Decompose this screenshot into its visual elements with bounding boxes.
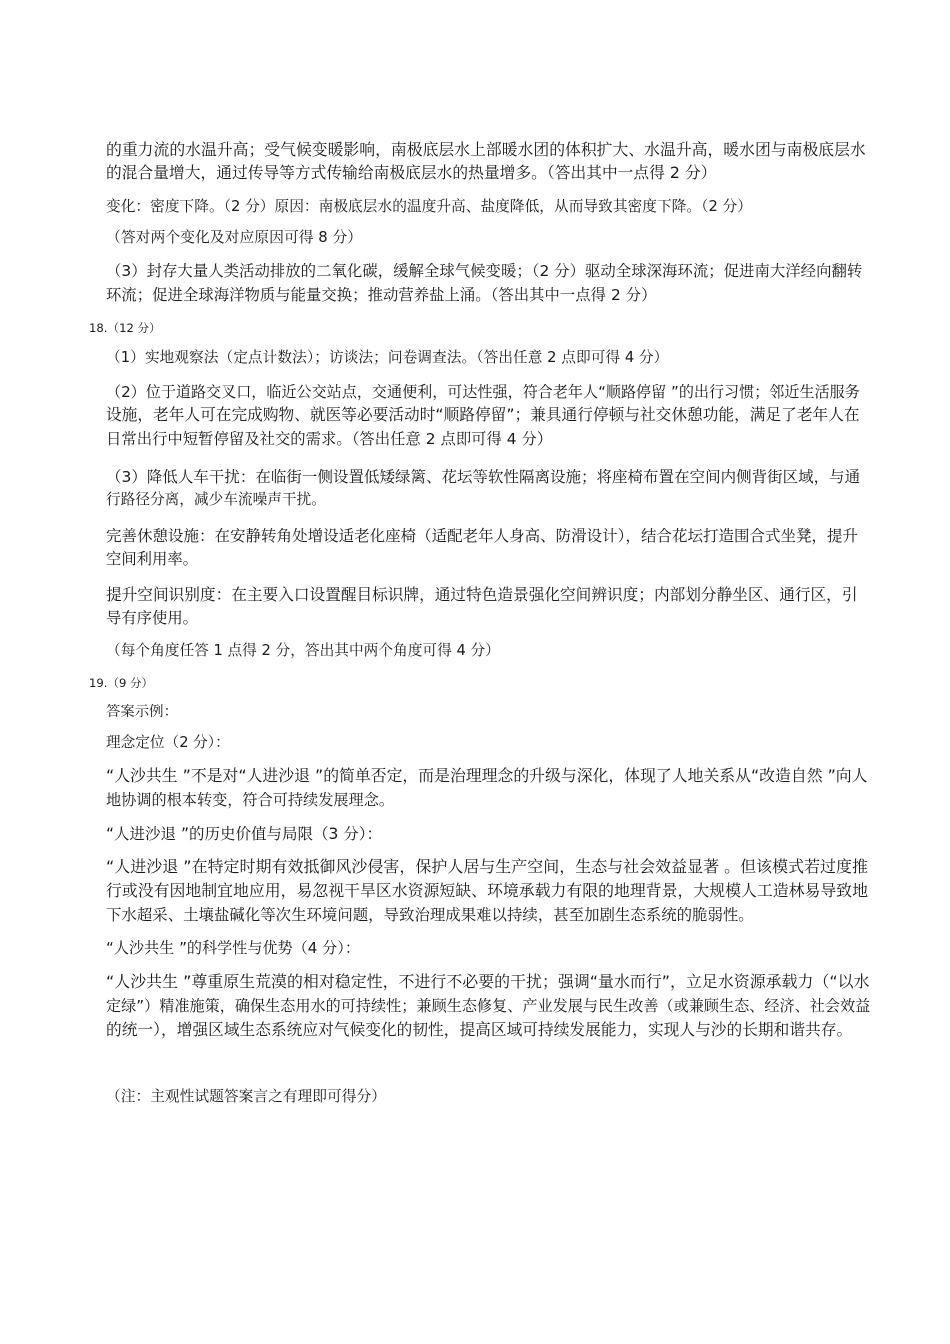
text-line: 地协调的根本转变，符合可持续发展理念。 bbox=[106, 791, 394, 809]
text-line: 导有序使用。 bbox=[106, 609, 198, 627]
question-heading: 18.（12 分） bbox=[89, 321, 161, 335]
text-line: 的统一），增强区域生态系统应对气候变化的韧性，提高区域可持续发展能力，实现人与沙的长期和谐共存。 bbox=[106, 1020, 853, 1039]
text-line: 空间利用率。 bbox=[106, 550, 198, 568]
text-line: （3）降低人车干扰：在临街一侧设置低矮绿篱、花坛等软性隔离设施；将座椅布置在空间内侧背街区域，与通 bbox=[106, 468, 861, 486]
text-line: 行路径分离，减少车流噪声干扰。 bbox=[106, 491, 326, 508]
text-line: 提升空间识别度：在主要入口设置醒目标识牌，通过特色造景强化空间辨识度；内部划分静坐区、通行区，引 bbox=[106, 585, 858, 604]
text-line: 日常出行中短暂停留及社交的需求。（答出任意 2 点即可得 4 分） bbox=[106, 430, 553, 448]
text-line: （3）封存大量人类活动排放的二氧化碳，缓解全球气候变暖；（2 分）驱动全球深海环流；促进南大洋经向翻转 bbox=[106, 262, 863, 280]
text-line: 理念定位（2 分）： bbox=[106, 734, 230, 751]
text-line: （答对两个变化及对应原因可得 8 分） bbox=[106, 229, 363, 246]
text-line: 的混合量增大，通过传导等方式传输给南极底层水的热量增多。（答出其中一点得 2 分） bbox=[106, 163, 717, 182]
text-line: （2）位于道路交叉口，临近公交站点，交通便利，可达性强，符合老年人“顺路停留 ”的出行习惯；邻近生活服务 bbox=[106, 383, 860, 401]
text-line: 完善休憩设施：在安静转角处增设适老化座椅（适配老年人身高、防滑设计），结合花坛打造围合式坐凳，提升 bbox=[106, 527, 859, 545]
text-line: “人沙共生 ”的科学性与优势（4 分）： bbox=[106, 939, 360, 957]
text-line: （1）实地观察法（定点计数法）；访谈法；问卷调查法。（答出任意 2 点即可得 4 分） bbox=[106, 349, 669, 366]
footnote: （注：主观性试题答案言之有理即可得分） bbox=[106, 1088, 386, 1105]
text-line: “人进沙退 ”的历史价值与局限（3 分）： bbox=[106, 825, 383, 843]
text-line: 定绿”）精准施策，确保生态用水的可持续性；兼顾生态修复、产业发展与民生改善（或兼顾生态、经济、社会效益 bbox=[106, 997, 871, 1015]
text-line: 行或没有因地制宜地应用，易忽视干旱区水资源短缺、环境承载力有限的地理背景，大规模人工造林易导致地 bbox=[106, 881, 869, 900]
text-line: 下水超采、土壤盐碱化等次生环境问题，导致治理成果难以持续，甚至加剧生态系统的脆弱性。 bbox=[106, 906, 754, 924]
text-line: 的重力流的水温升高；受气候变暖影响，南极底层水上部暖水团的体积扩大、水温升高，暖水团与南极底层水 bbox=[106, 140, 866, 159]
text-line: 变化：密度下降。（2 分）原因：南极底层水的温度升高、盐度降低，从而导致其密度下降。（2 分） bbox=[106, 198, 752, 215]
text-line: （每个角度任答 1 点得 2 分，答出其中两个角度可得 4 分） bbox=[106, 642, 500, 659]
text-line: 设施，老年人可在完成购物、就医等必要活动时“顺路停留”；兼具通行停顿与社交休憩功能，满足了老年人在 bbox=[106, 405, 860, 424]
text-line: “人进沙退 ”在特定时期有效抵御风沙侵害，保护人居与生产空间，生态与社会效益显著 。但该模式若过度推 bbox=[106, 857, 869, 876]
text-line: 答案示例： bbox=[106, 704, 178, 720]
text-line: 环流；促进全球海洋物质与能量交换；推动营养盐上涌。（答出其中一点得 2 分） bbox=[106, 286, 657, 304]
question-heading: 19.（9 分） bbox=[89, 676, 154, 690]
text-line: “人沙共生 ”不是对“人进沙退 ”的简单否定，而是治理理念的升级与深化，体现了人地关系从“改造自然 ”向人 bbox=[106, 766, 868, 785]
text-line: “人沙共生 ”尊重原生荒漠的相对稳定性，不进行不必要的干扰；强调“量水而行”，立足水资源承载力（“以水 bbox=[106, 972, 870, 991]
